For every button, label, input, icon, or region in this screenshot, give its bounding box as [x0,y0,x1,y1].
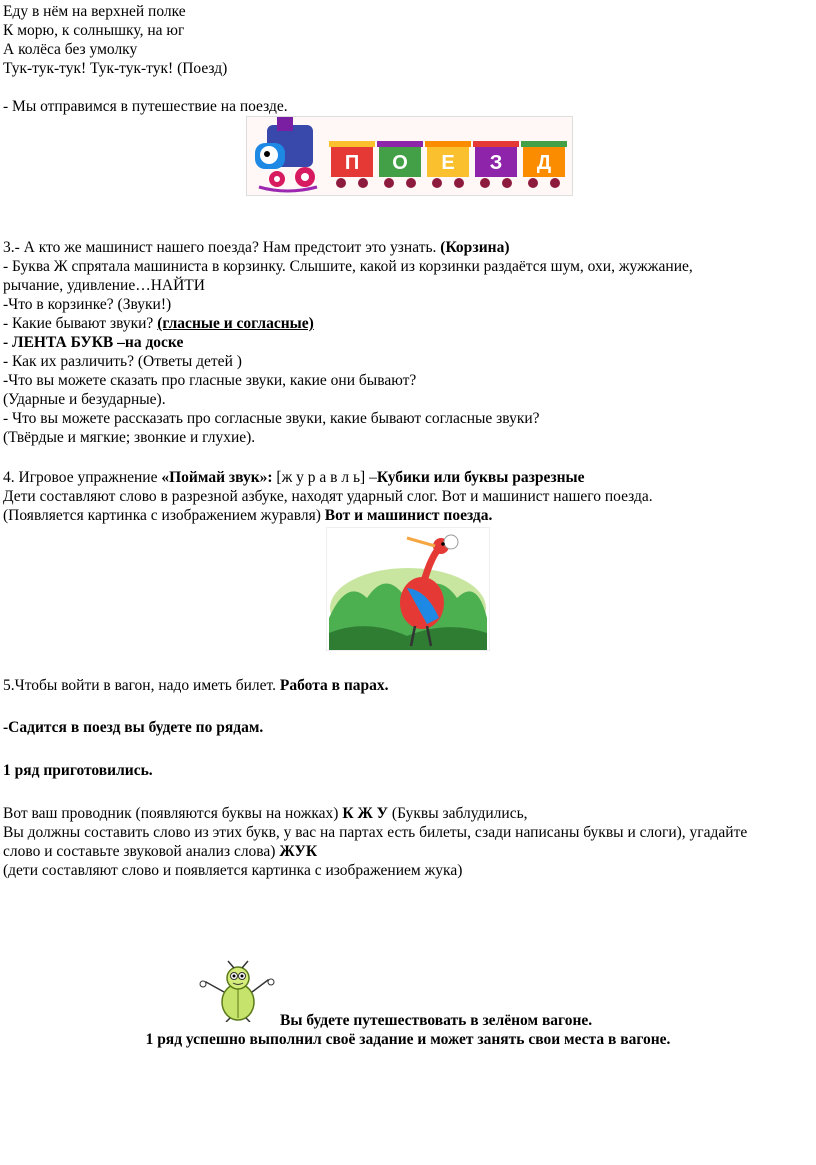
s4-line-1-letters: [ж у р а в л ь] – [272,469,377,486]
s3-line-7: - Как их различить? (Ответы детей ) [3,353,242,370]
poem-line-2: К морю, к солнышку, на юг [3,22,185,39]
s3-line-5 [3,314,314,333]
s3-line-10: - Что вы можете рассказать про согласные звуки, какие бывают согласные звуки? [3,410,540,427]
s3-line-1-bold: (Корзина) [440,239,510,256]
s3-line-5-bold: (гласные и согласные) [157,315,314,332]
s4-line-1 [3,468,585,487]
s5-line-1 [3,676,389,695]
s4-line-3 [3,506,492,525]
train-letter: Д [536,152,552,174]
s3-line-1-text: 3.- А кто же машинист нашего поезда? Нам предстоит это узнать. [3,239,441,256]
s3-line-6-bold: - ЛЕНТА БУКВ –на доске [3,334,184,351]
s5-line-8-bold: Вы будете путешествовать в зелёном вагоне. [280,1012,593,1029]
s4-line-1-bold-2: Кубики или буквы разрезные [376,469,585,486]
s5-line-6-text: слово и составьте звуковой анализ слова) [3,843,280,860]
poem-line-3: А колёса без умолку [3,41,138,58]
poem-line-4: Тук-тук-тук! Тук-тук-тук! (Поезд) [3,60,228,77]
train-car-3 [425,141,471,188]
s3-line-11: (Твёрдые и мягкие; звонкие и глухие). [3,429,256,446]
s5-line-3-bold: 1 ряд приготовились. [3,762,153,779]
intro-line: - Мы отправимся в путешествие на поезде. [3,98,288,115]
train-letter: З [489,152,503,174]
s4-line-3-bold: Вот и машинист поезда. [324,507,493,524]
s4-line-1-bold: «Поймай звук»: [161,469,273,486]
beetle-picture [198,960,276,1022]
locomotive-icon [255,117,317,191]
train-car-2 [377,141,423,188]
s5-line-6 [3,842,317,861]
s5-line-4-text: Вот ваш проводник (появляются буквы на ножках) [3,805,343,822]
s5-line-6-bold: ЖУК [279,843,318,860]
s3-line-9: (Ударные и безударные). [3,391,166,408]
crane-icon [327,528,489,650]
s3-line-3: рычание, удивление…НАЙТИ [3,277,205,294]
s5-line-3 [3,761,153,780]
beetle-icon [198,960,276,1022]
s4-line-1-text: 4. Игровое упражнение [3,469,162,486]
s5-line-2 [3,718,263,737]
s5-line-5: Вы должны составить слово из этих букв, у вас на партах есть билеты, сзади написаны буквы и слоги), угадайте [3,824,748,841]
s5-line-4-text-2: (Буквы заблудились, [388,805,528,822]
s5-line-4 [3,804,528,823]
poem-line-1: Еду в нём на верхней полке [3,3,186,20]
s3-line-2: - Буква Ж спрятала машиниста в корзинку. Слышите, какой из корзинки раздаётся шум, охи, жужжание, [3,258,693,275]
s3-line-6 [3,333,183,352]
s5-line-1-text: 5.Чтобы войти в вагон, надо иметь билет. [3,677,280,694]
s3-line-1 [3,238,510,257]
train-picture [246,116,573,196]
s4-line-3-text: (Появляется картинка с изображением журавля) [3,507,325,524]
s3-line-4: -Что в корзинке? (Звуки!) [3,296,172,313]
train-letter: Е [441,152,455,174]
s5-line-2-bold: -Садится в поезд вы будете по рядам. [3,719,264,736]
s4-line-2: Дети составляют слово в разрезной азбуке, находят ударный слог. Вот и машинист нашего поезда. [3,488,653,505]
s5-line-9 [0,1030,816,1049]
s5-line-9-bold: 1 ряд успешно выполнил своё задание и может занять свои места в вагоне. [145,1031,671,1048]
s5-line-4-bold: К Ж У [342,805,389,822]
s5-line-7: (дети составляют слово и появляется картинка с изображением жука) [3,862,463,879]
s3-line-5-text: - Какие бывают звуки? [3,315,158,332]
train-letter: П [344,152,360,174]
train-illustration [247,117,572,195]
train-letter: О [392,152,408,174]
train-car-4 [473,141,519,188]
crane-picture [326,527,490,651]
train-car-5 [521,141,567,188]
s3-line-8: -Что вы можете сказать про гласные звуки, какие они бывают? [3,372,417,389]
train-car-1 [329,141,375,188]
s5-line-8 [280,1011,592,1030]
s5-line-1-bold: Работа в парах. [279,677,389,694]
